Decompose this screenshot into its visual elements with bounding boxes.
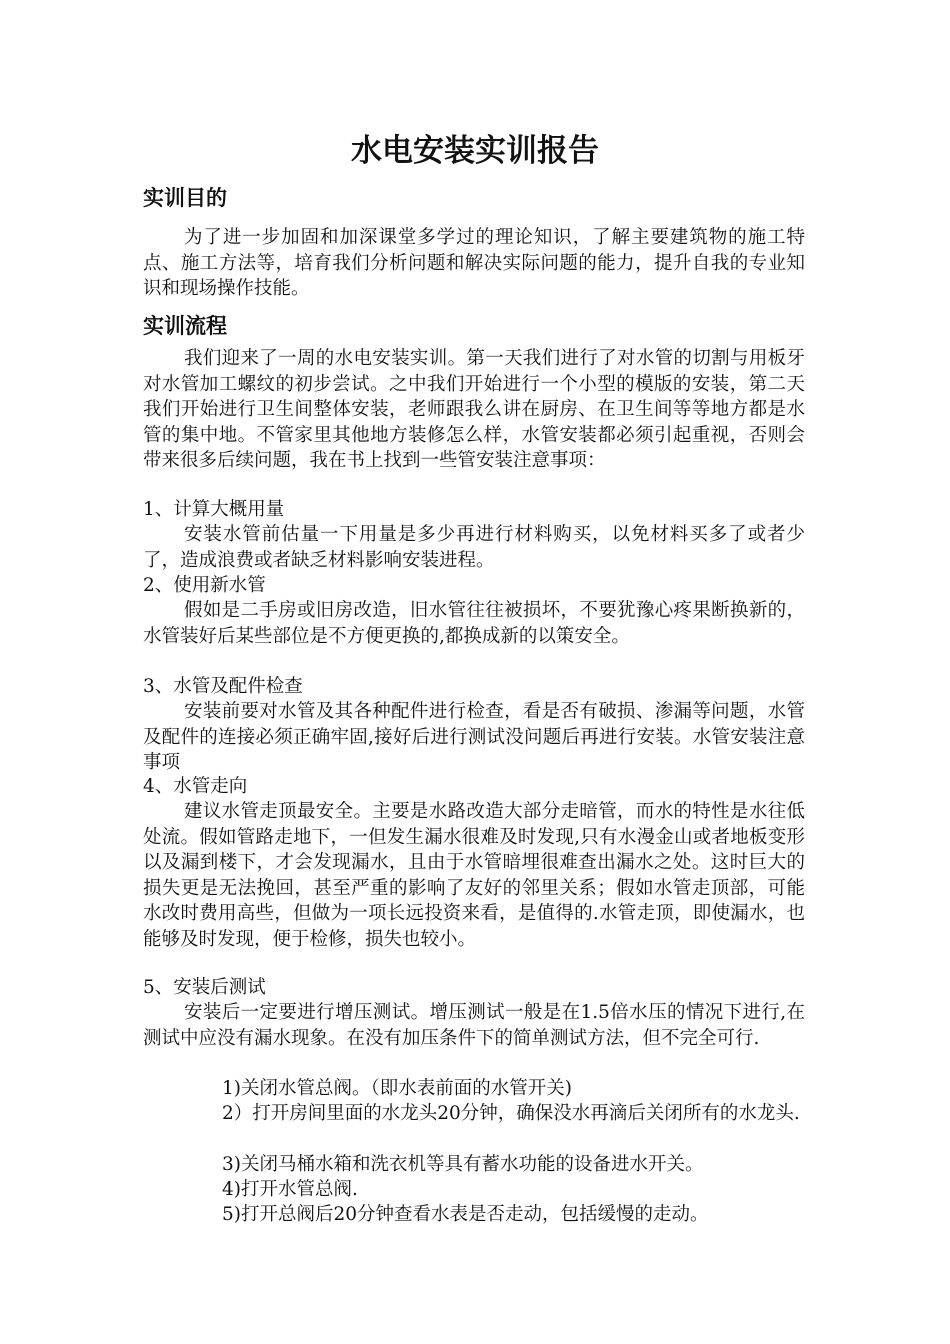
section-heading-purpose: 实训目的 — [143, 186, 227, 210]
item-text-2: 假如是二手房或旧房改造，旧水管往往被损坏，不要犹豫心疼果断换新的，水管装好后某些部位是不方便更换的,都换成新的以策安全。 — [143, 600, 805, 647]
item-text-4: 建议水管走顶最安全。主要是水路改造大部分走暗管，而水的特性是水往低处流。假如管路走地下，一但发生漏水很难及时发现,只有水漫金山或者地板变形以及漏到楼下，才会发现漏水，且由于水管暗埋很难查出漏水之处。这时巨大的损失更是无法挽回，甚至严重的影响了友好的邻里关系；假如水管走顶部，可能水改时费用高些，但做为一项长远投资来看，是值得的.水管走顶，即使漏水，也能够及时发现，便于检修，损失也较小。 — [143, 801, 805, 950]
item-text-1: 安装水管前估量一下用量是多少再进行材料购买，以免材料买多了或者少了，造成浪费或者缺乏材料影响安装进程。 — [143, 524, 805, 571]
item-heading-4: 4、水管走向 — [143, 776, 248, 797]
section-paragraph-process: 我们迎来了一周的水电安装实训。第一天我们进行了对水管的切割与用板牙对水管加工螺纹的初步尝试。之中我们开始进行一个小型的模版的安装，第二天我们开始进行卫生间整体安装，老师跟我么讲在厨房、在卫生间等等地方都是水管的集中地。不管家里其他地方装修怎么样，水管安装都必须引起重视，否则会带来很多后续问题，我在书上找到一些管安装注意事项： — [143, 348, 805, 471]
test-step-4: 4)打开水管总阀. — [222, 1179, 358, 1200]
item-text-3: 安装前要对水管及其各种配件进行检查，看是否有破损、渗漏等问题，水管及配件的连接必须正确牢固,接好后进行测试没问题后再进行安装。水管安装注意事项 — [143, 701, 805, 773]
item-heading-3: 3、水管及配件检查 — [143, 676, 303, 697]
test-step-1: 1)关闭水管总阀。（即水表前面的水管开关) — [222, 1078, 572, 1099]
test-step-3: 3)关闭马桶水箱和洗衣机等具有蓄水功能的设备进水开关。 — [222, 1154, 704, 1175]
test-step-2: 2）打开房间里面的水龙头20分钟，确保没水再滴后关闭所有的水龙头. — [222, 1103, 800, 1124]
item-heading-5: 5、安装后测试 — [143, 977, 266, 998]
item-heading-2: 2、使用新水管 — [143, 575, 266, 596]
item-heading-1: 1、计算大概用量 — [143, 499, 285, 520]
test-step-5: 5)打开总阀后20分钟查看水表是否走动，包括缓慢的走动。 — [222, 1204, 709, 1225]
item-text-5: 安装后一定要进行增压测试。增压测试一般是在1.5倍水压的情况下进行,在测试中应没有漏水现象。在没有加压条件下的简单测试方法，但不完全可行. — [143, 1002, 805, 1049]
section-paragraph-purpose: 为了进一步加固和加深课堂多学过的理论知识，了解主要建筑物的施工特点、施工方法等，培育我们分析问题和解决实际问题的能力，提升自我的专业知识和现场操作技能。 — [143, 227, 805, 299]
section-heading-process: 实训流程 — [143, 314, 227, 338]
document-title: 水电安装实训报告 — [351, 133, 599, 169]
